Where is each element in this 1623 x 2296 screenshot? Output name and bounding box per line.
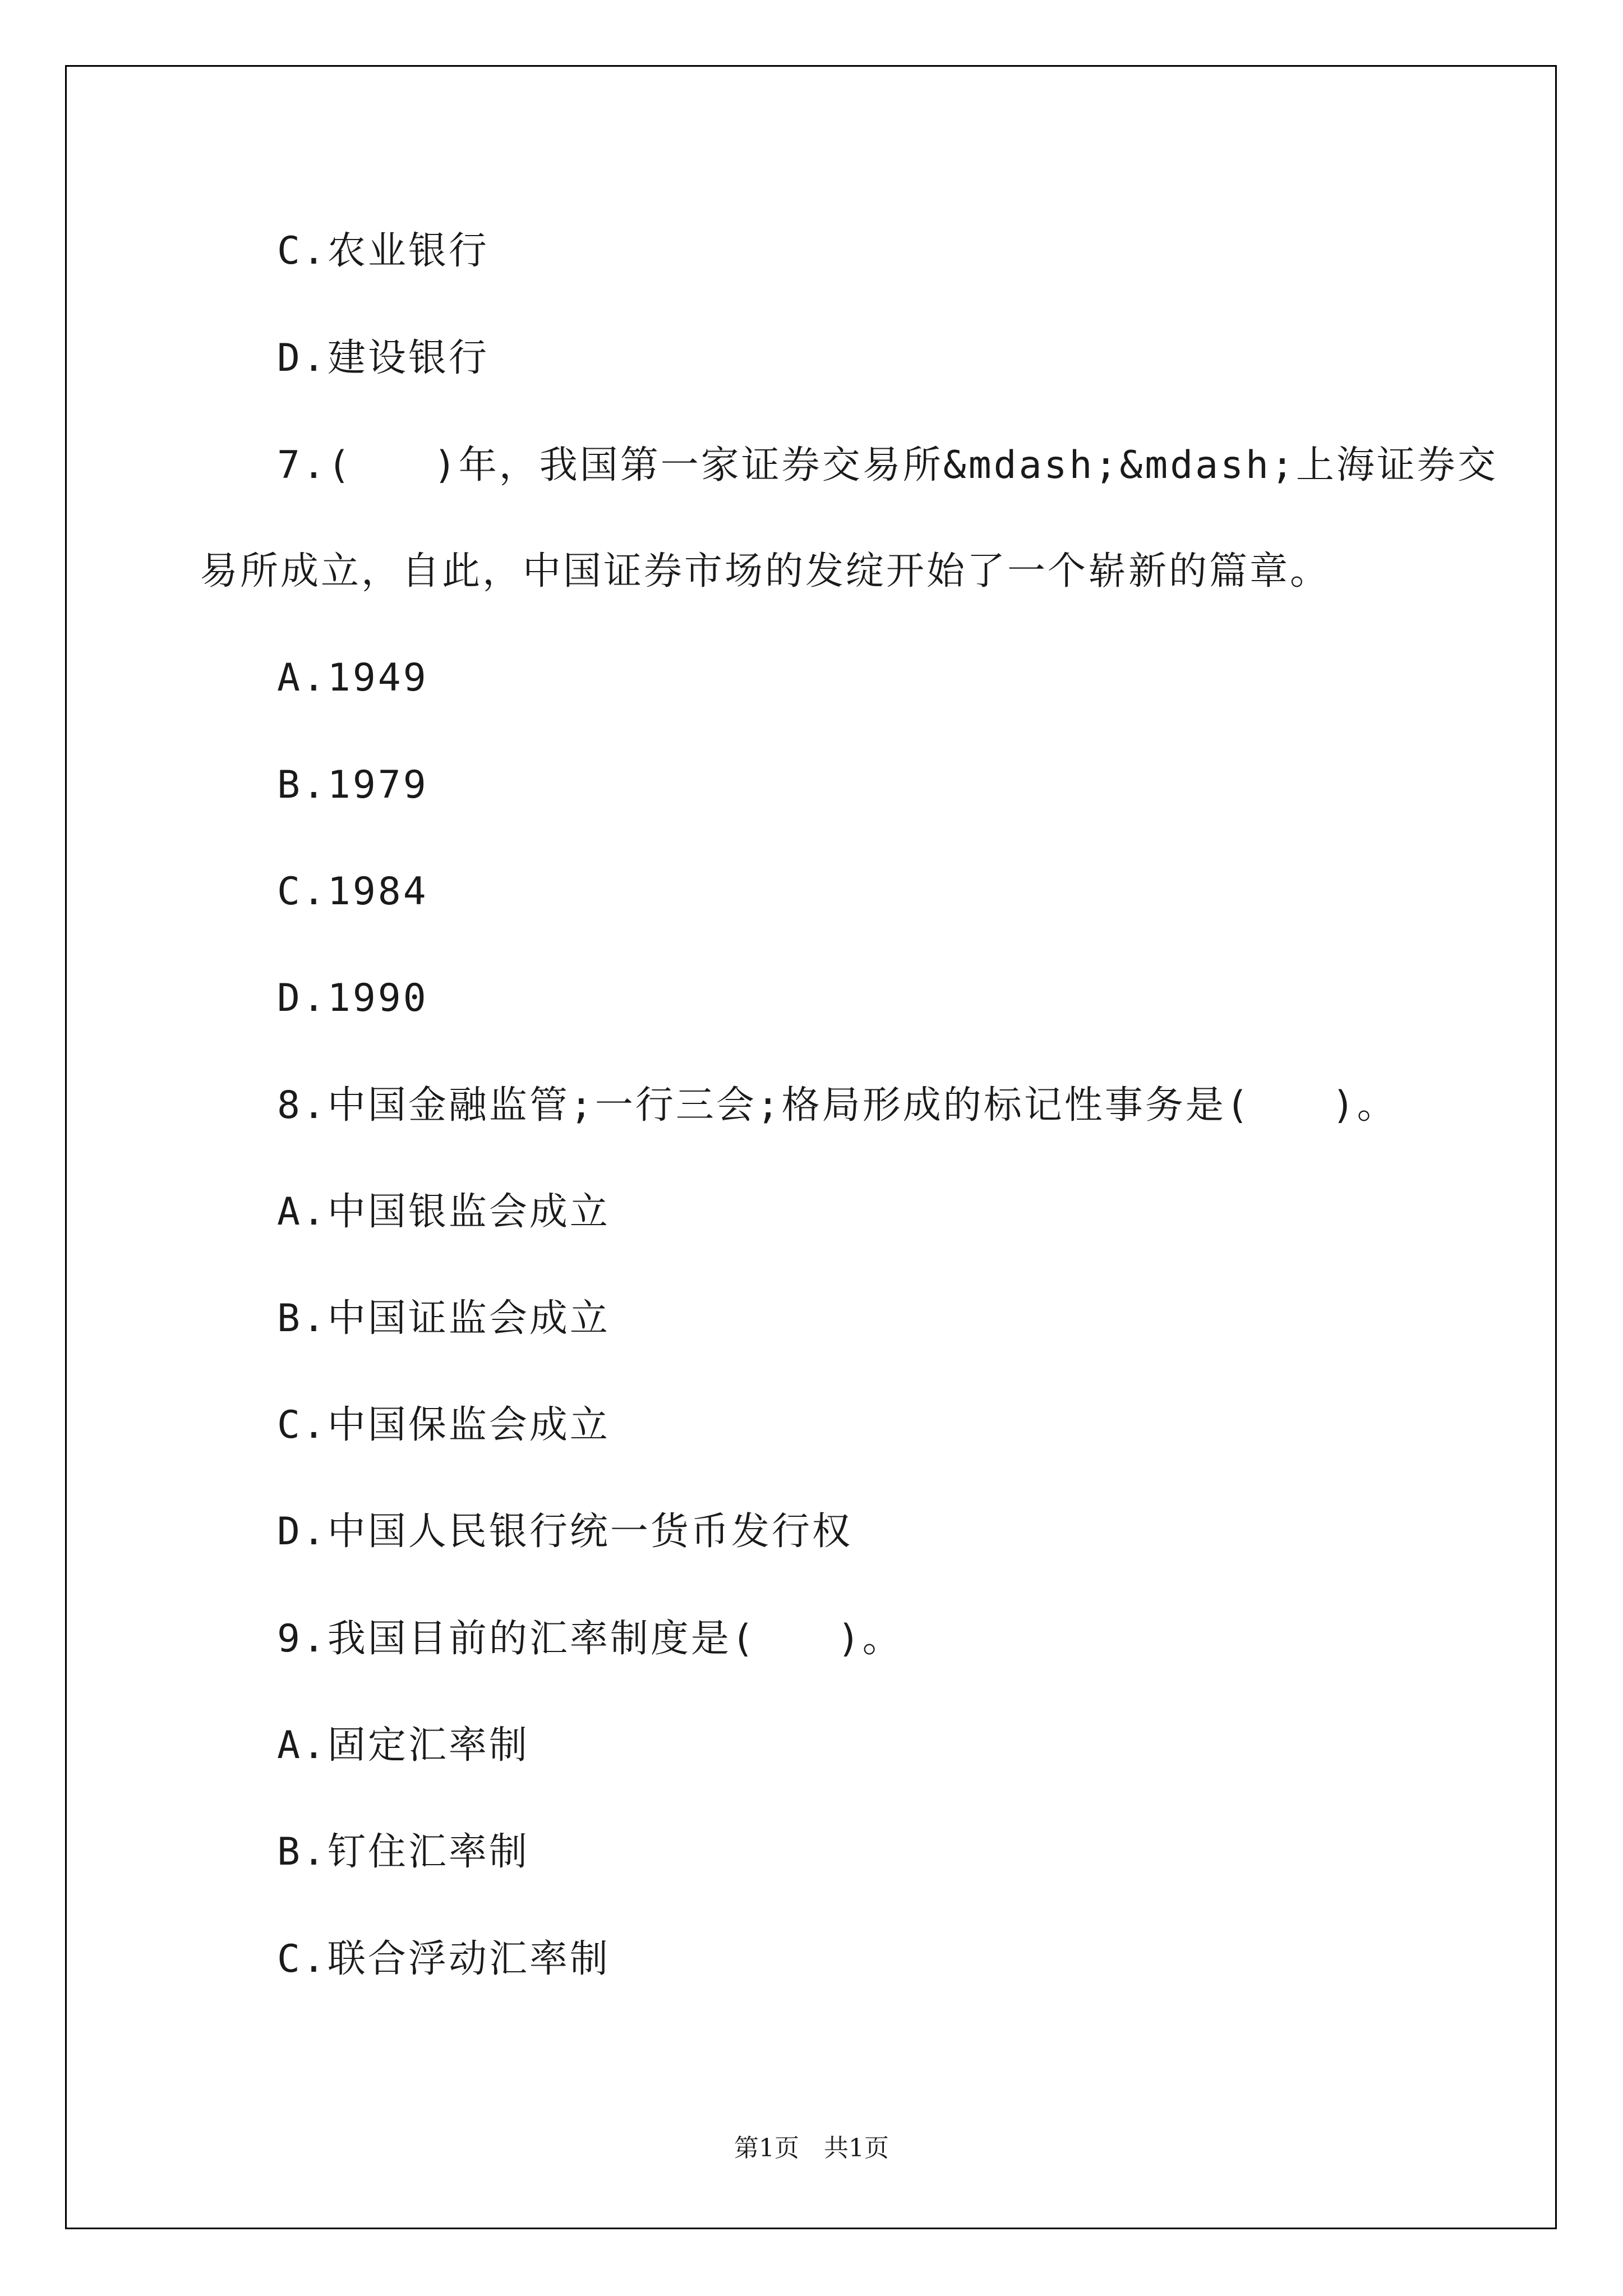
option-c-q9: C.联合浮动汇率制 — [277, 1937, 610, 1981]
option-c-q6: C.农业银行 — [277, 229, 489, 273]
option-a-q8: A.中国银监会成立 — [277, 1190, 610, 1234]
option-b-q9: B.钉住汇率制 — [277, 1830, 529, 1874]
option-d-q6: D.建设银行 — [277, 336, 489, 380]
question-7: 7.( )年，我国第一家证券交易所&mdash;&mdash;上海证券交 — [277, 443, 1498, 487]
option-c-q8: C.中国保监会成立 — [277, 1403, 610, 1447]
option-a-q9: A.固定汇率制 — [277, 1723, 529, 1768]
page-footer: 第1页 共1页 — [734, 2134, 889, 2162]
option-b-q8: B.中国证监会成立 — [277, 1296, 610, 1341]
option-a-q7: A.1949 — [277, 656, 428, 700]
option-c-q7: C.1984 — [277, 869, 428, 914]
page-border — [65, 65, 1557, 2229]
option-d-q8: D.中国人民银行统一货币发行权 — [277, 1510, 852, 1554]
option-b-q7: B.1979 — [277, 763, 428, 807]
question-8: 8.中国金融监管;一行三会;格局形成的标记性事务是( )。 — [277, 1083, 1398, 1128]
option-d-q7: D.1990 — [277, 976, 428, 1020]
question-7-continuation: 易所成立，自此，中国证券市场的发绽开始了一个崭新的篇章。 — [200, 549, 1331, 593]
question-9: 9.我国目前的汇率制度是( )。 — [277, 1617, 903, 1661]
